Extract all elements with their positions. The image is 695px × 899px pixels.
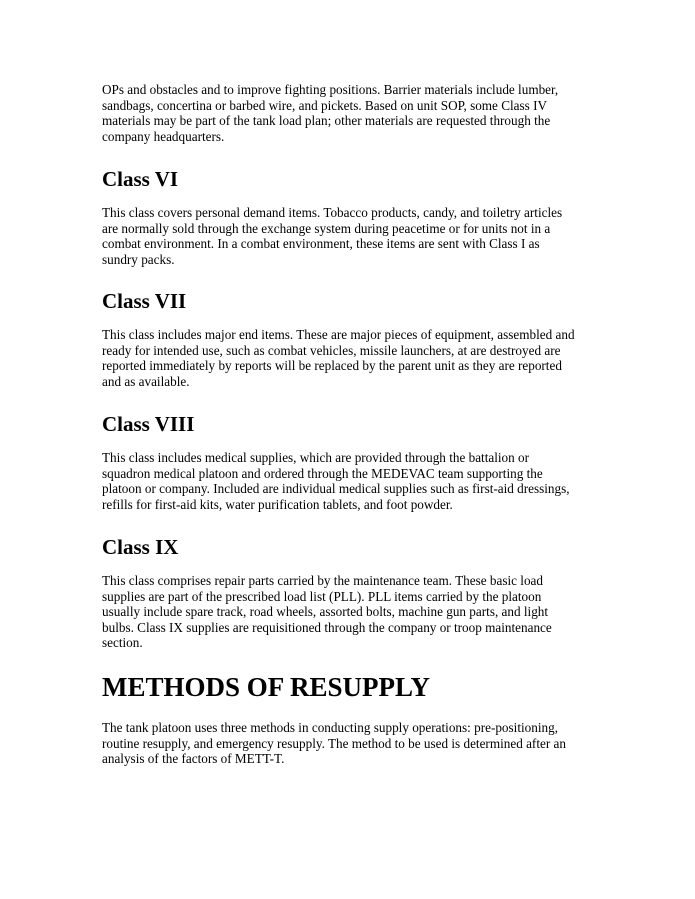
class-viii-paragraph: [102, 450, 602, 512]
paragraph-line: sandbags, concertina or barbed wire, and pickets. Based on unit SOP, some Class IV: [102, 97, 547, 113]
paragraph-line: squadron medical platoon and ordered through the MEDEVAC team supporting the: [102, 465, 543, 481]
class-vi-heading: Class VI: [102, 167, 179, 191]
paragraph-line: This class comprises repair parts carried by the maintenance team. These basic load: [102, 573, 544, 588]
methods-body: [102, 720, 602, 767]
paragraph-line: The tank platoon uses three methods in conducting supply operations: pre-positioning,: [102, 720, 558, 735]
paragraph-line: combat environment. In a combat environment, these items are sent with Class I as: [102, 236, 540, 252]
class-vi-body: [102, 205, 602, 267]
paragraph-line: refills for first-aid kits, water purification tablets, and foot powder.: [102, 496, 453, 512]
paragraph-line: OPs and obstacles and to improve fighting positions. Barrier materials include lumber,: [102, 82, 559, 97]
class-ix-section: [102, 535, 602, 559]
class-viii-section: [102, 412, 602, 436]
paragraph-line: section.: [102, 635, 143, 651]
intro-section: [102, 82, 602, 144]
paragraph-line: sundry packs.: [102, 251, 175, 267]
class-vii-body: [102, 327, 602, 389]
class-vi-paragraph: [102, 205, 602, 267]
paragraph-line: analysis of the factors of METT-T.: [102, 751, 285, 767]
methods-section: [102, 672, 602, 702]
paragraph-line: materials may be part of the tank load plan; other materials are requested through the: [102, 113, 551, 129]
paragraph-line: bulbs. Class IX supplies are requisitioned through the company or troop maintenance: [102, 619, 552, 635]
class-vi-section: [102, 167, 602, 191]
methods-paragraph: [102, 720, 602, 767]
class-vii-heading: Class VII: [102, 289, 187, 313]
class-ix-paragraph: [102, 573, 602, 651]
paragraph-line: reported immediately by reports will be replaced by the parent unit as they are reported: [102, 358, 562, 374]
intro-paragraph: [102, 82, 602, 144]
paragraph-line: This class includes major end items. These are major pieces of equipment, assembled and: [102, 327, 575, 342]
methods-heading: METHODS OF RESUPPLY: [102, 672, 431, 702]
paragraph-line: usually include spare track, road wheels, assorted bolts, machine gun parts, and light: [102, 604, 549, 620]
paragraph-line: This class covers personal demand items. Tobacco products, candy, and toiletry articles: [102, 205, 563, 220]
paragraph-line: supplies are part of the prescribed load list (PLL). PLL items carried by the platoon: [102, 588, 542, 604]
class-viii-heading: Class VIII: [102, 412, 195, 436]
paragraph-line: routine resupply, and emergency resupply. The method to be used is determined after an: [102, 735, 566, 751]
class-viii-body: [102, 450, 602, 512]
class-vii-paragraph: [102, 327, 602, 389]
paragraph-line: This class includes medical supplies, which are provided through the battalion or: [102, 450, 530, 465]
paragraph-line: ready for intended use, such as combat vehicles, missile launchers, at are destroyed are: [102, 342, 561, 358]
paragraph-line: company headquarters.: [102, 128, 225, 144]
paragraph-line: platoon or company. Included are individual medical supplies such as first-aid dressings,: [102, 481, 570, 497]
class-vii-section: [102, 289, 602, 313]
paragraph-line: are normally sold through the exchange system during peacetime or for units not in a: [102, 220, 551, 236]
class-ix-body: [102, 573, 602, 651]
class-ix-heading: Class IX: [102, 535, 179, 559]
paragraph-line: and as available.: [102, 373, 190, 389]
